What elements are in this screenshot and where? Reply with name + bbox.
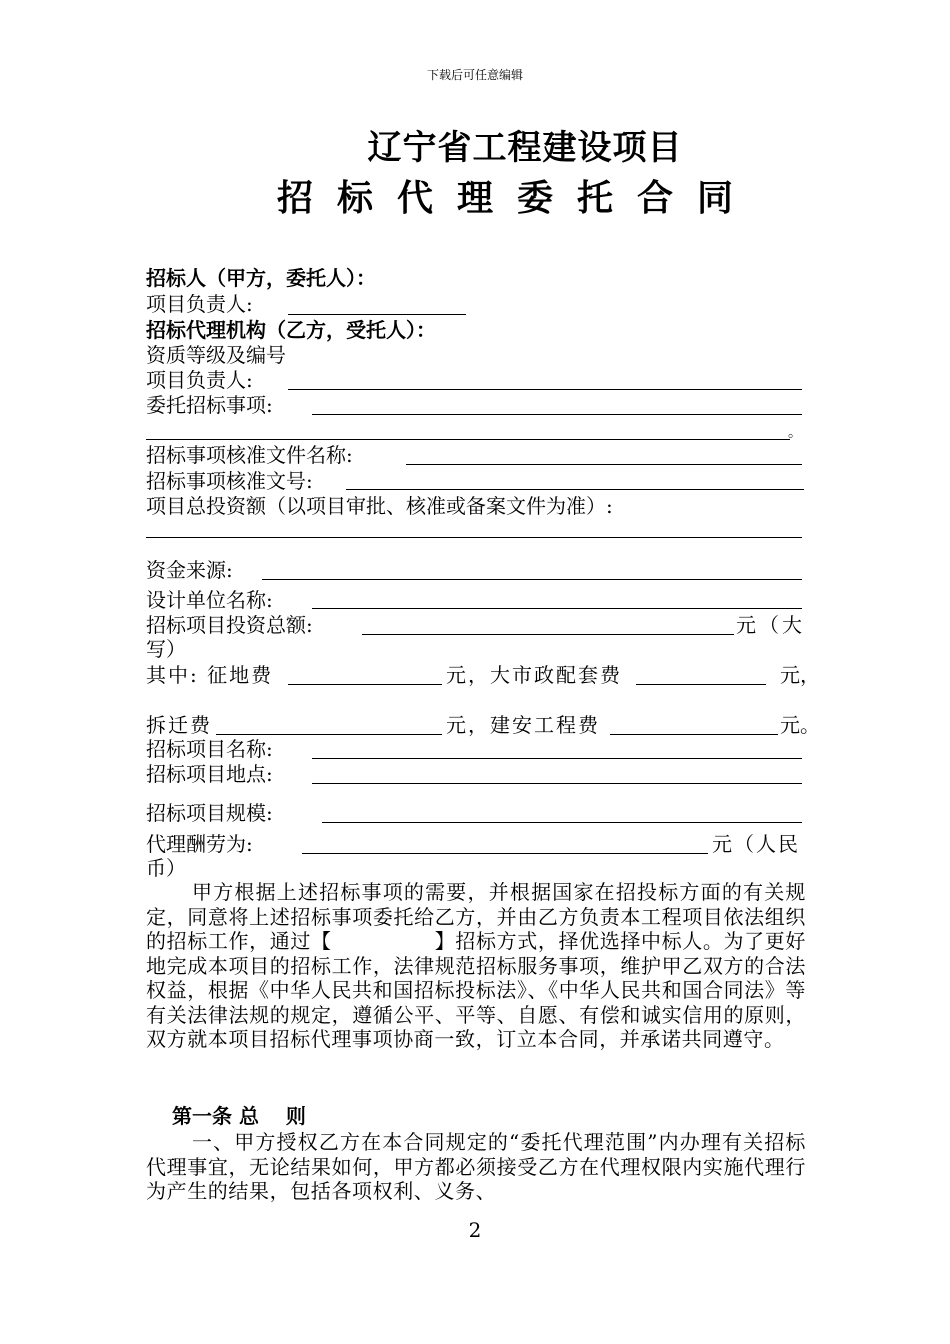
project-scale-label: 招标项目规模: bbox=[146, 801, 273, 825]
of-which-label: 其中: 征地费 bbox=[146, 663, 274, 687]
design-unit-blank bbox=[312, 608, 802, 609]
design-unit-label: 设计单位名称: bbox=[146, 588, 273, 612]
total-investment-blank bbox=[146, 537, 802, 538]
entrusted-matters-label: 委托招标事项: bbox=[146, 393, 273, 417]
fee-label: 代理酬劳为: bbox=[146, 832, 253, 856]
project-lead-1-blank bbox=[288, 314, 466, 315]
yuan-daxie-text-2: 写） bbox=[146, 637, 186, 661]
body-paragraph: 甲方根据上述招标事项的需要，并根据国家在招投标方面的有关规定，同意将上述招标事项委托给乙方，并由乙方负责本工程项目依法组织的招标工作，通过【 】招标方式，择优选择中标人。为了更好地完成本项目的招标工作，法律规范招标服务事项，维护甲乙双方的合法权益，根据《中华人民共和国招标投标法》、《中华人民共和国合同法》等有关法律法规的规定，遵循公平、平等、自愿、有偿和诚实信用的原则，双方就本项目招标代理事项协商一致，订立本合同，并承诺共同遵守。 bbox=[146, 880, 806, 1051]
period-mark: 。 bbox=[788, 425, 802, 441]
qualification-label: 资质等级及编号 bbox=[146, 343, 286, 367]
approval-doc-no-label: 招标事项核准文号: bbox=[146, 469, 313, 493]
yuan-rmb-text: 元（人民 bbox=[712, 832, 800, 856]
funding-source-label: 资金来源: bbox=[146, 558, 233, 582]
municipal-fee-blank bbox=[636, 684, 766, 685]
total-investment-label: 项目总投资额（以项目审批、核准或备案文件为准）: bbox=[146, 494, 613, 518]
funding-source-blank bbox=[262, 579, 802, 580]
yuan-period: 元。 bbox=[780, 713, 820, 737]
approval-doc-no-blank bbox=[346, 489, 804, 490]
demolition-blank bbox=[216, 734, 442, 735]
entrusted-matters-blank bbox=[312, 414, 802, 415]
project-lead-1-label: 项目负责人: bbox=[146, 292, 253, 316]
land-fee-blank bbox=[288, 684, 442, 685]
principal-label: 招标人（甲方，委托人）： bbox=[146, 266, 376, 290]
construction-fee-label: 元，建安工程费 bbox=[446, 713, 600, 737]
municipal-fee-label: 元，大市政配套费 bbox=[446, 663, 622, 687]
project-location-label: 招标项目地点: bbox=[146, 762, 273, 786]
project-scale-blank bbox=[322, 822, 802, 823]
fee-blank bbox=[302, 853, 708, 854]
agency-label: 招标代理机构（乙方，受托人）： bbox=[146, 318, 436, 342]
title-line-2: 招标代理委托合同 bbox=[276, 177, 757, 219]
article-1-text: 一、甲方授权乙方在本合同规定的“委托代理范围”内办理有关招标代理事宜，无论结果如何，甲方都必须接受乙方在代理权限内实施代理行为产生的结果，包括各项权利、义务、 bbox=[146, 1130, 806, 1203]
yuan-comma-2: 元， bbox=[780, 663, 820, 687]
title-line-1: 辽宁省工程建设项目 bbox=[367, 128, 683, 168]
yuan-daxie-text: 元（大 bbox=[736, 613, 805, 637]
yuan-rmb-text-2: 币） bbox=[146, 856, 186, 880]
tender-investment-blank bbox=[362, 634, 734, 635]
approval-doc-name-label: 招标事项核准文件名称: bbox=[146, 443, 353, 467]
page-header: 下载后可任意编辑 bbox=[426, 68, 523, 82]
tender-investment-label: 招标项目投资总额: bbox=[146, 613, 313, 637]
project-location-blank bbox=[312, 783, 802, 784]
project-lead-2-blank bbox=[288, 389, 802, 390]
approval-doc-name-blank bbox=[406, 464, 802, 465]
demolition-label: 拆迁费 bbox=[146, 713, 212, 737]
page-number: 2 bbox=[468, 1218, 482, 1242]
project-lead-2-label: 项目负责人: bbox=[146, 368, 253, 392]
construction-fee-blank bbox=[610, 734, 778, 735]
project-name-label: 招标项目名称: bbox=[146, 737, 273, 761]
article-1-heading: 第一条 总 则 bbox=[172, 1104, 306, 1128]
entrusted-matters-blank-2 bbox=[146, 439, 790, 440]
project-name-blank bbox=[312, 758, 802, 759]
